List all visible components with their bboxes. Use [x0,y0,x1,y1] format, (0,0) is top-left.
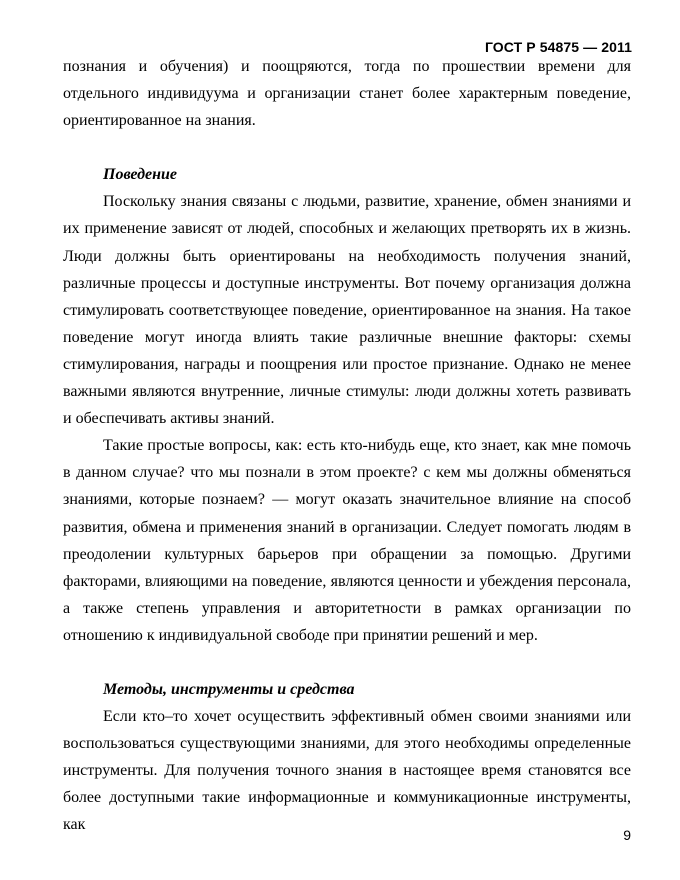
paragraph-behavior-1: Поскольку знания связаны с людьми, развитие, хранение, обмен знаниями и их применение зависят от людей, способных и желающих претворять их в жизнь. Люди должны быть ориентированы на необходимость получения знаний, различные процессы и доступные инструменты. Вот почему организация должна стимулировать соответствующее поведение, ориентированное на знания. На такое поведение могут иногда влиять такие различные внешние факторы: схемы стимулирования, награды и поощрения или простое признание. Однако не менее важными являются внутренние, личные стимулы: люди должны хотеть развивать и обеспечивать активы знаний. [63,193,631,428]
continuation-paragraph: познания и обучения) и поощряются, тогда по прошествии времени для отдельного индивидуума и организации станет более характерным поведение, ориентированное на знания. [63,58,631,130]
paragraph-behavior-2: Такие простые вопросы, как: есть кто-нибудь еще, кто знает, как мне помочь в данном случае? что мы познали в этом проекте? с кем мы должны обменяться знаниями, которые познаем? — могут оказать значительное влияние на способ развития, обмена и применения знаний в организации. Следует помогать людям в преодолении культурных барьеров при обращении за помощью. Другими факторами, влияющими на поведение, являются ценности и убеждения персонала, а также степень управления и авторитетности в рамках организации по отношению к индивидуальной свободе при принятии решений и мер. [63,437,631,644]
section-title-behavior: Поведение [103,166,178,184]
section-title-methods: Методы, инструменты и средства [103,680,355,698]
paragraph-methods-1: Если кто–то хочет осуществить эффективный обмен своими знаниями или воспользоваться существующими знаниями, для этого необходимы определенные инструменты. Для получения точного знания в настоящее время становятся все более доступными такие информационные и коммуникационные инструменты, как [63,708,631,834]
spacer [63,134,631,161]
page-number: 9 [623,827,631,843]
document-id-header: ГОСТ Р 54875 — 2011 [484,39,632,55]
spacer [63,649,631,676]
document-body [63,53,631,839]
